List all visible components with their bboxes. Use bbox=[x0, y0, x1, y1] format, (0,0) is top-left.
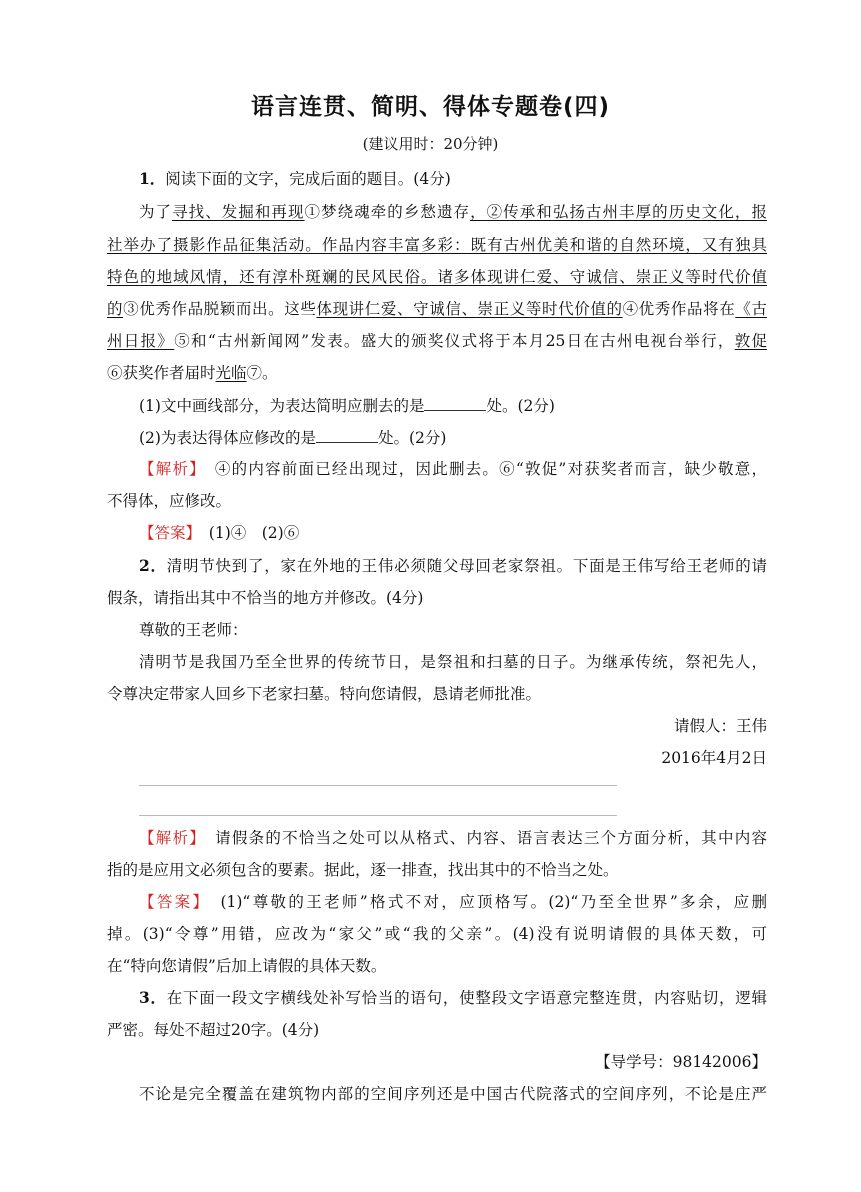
q1-passage-line-1 bbox=[139, 203, 767, 221]
q2-answer-text: (1)“尊敬的王老师”格式不对，应顶格写。(2)“乃至全世界”多余，应删 bbox=[220, 893, 767, 911]
q2-date: 2016年4月2日 bbox=[661, 749, 767, 767]
q2-analysis-line-1 bbox=[139, 829, 767, 847]
q1-text: ③优秀作品脱颖而出。这些 bbox=[123, 300, 317, 318]
q1-number: 1． bbox=[139, 169, 166, 188]
q2-analysis-text: 请假条的不恰当之处可以从格式、内容、语言表达三个方面分析，其中内容 bbox=[215, 829, 767, 847]
q2-answer-line-3: 在“特向您请假”后加上请假的具体天数。 bbox=[107, 957, 387, 975]
q2-stem-line-2: 假条，请指出其中不恰当的地方并修改。(4分) bbox=[107, 589, 424, 607]
q1-stem-text: 阅读下面的文字，完成后面的题目。(4分) bbox=[165, 170, 451, 188]
q1-analysis-line-1 bbox=[139, 460, 767, 478]
q2-number: 2． bbox=[139, 556, 167, 575]
q3-body-line-1: 不论是完全覆盖在建筑物内部的空间序列还是中国古代院落式的空间序列，不论是庄严 bbox=[139, 1085, 767, 1103]
q1-analysis-text: ④的内容前面已经出现过，因此删去。⑥“敦促”对获奖者而言，缺少敬意， bbox=[214, 460, 767, 478]
q1-subquestion-1 bbox=[139, 396, 767, 415]
answer-line[interactable] bbox=[139, 815, 617, 816]
q1-text: ⑦。 bbox=[246, 364, 278, 382]
q1-passage-line-4 bbox=[107, 300, 767, 318]
q1-passage-line-3: 特色的地域风情，还有淳朴斑斓的民风民俗。诸多体现讲仁爱、守诚信、崇正义等时代价值 bbox=[107, 268, 767, 286]
answer-blank[interactable] bbox=[424, 396, 486, 411]
q1-underlined: 的 bbox=[107, 300, 124, 318]
q1-passage-line-6 bbox=[107, 364, 767, 382]
q3-stem-text: 在下面一段文字横线处补写恰当的语句，使整段文字语意完整连贯，内容贴切，逻辑 bbox=[166, 989, 767, 1007]
q1-text: ①梦绕魂牵的乡愁遗存 bbox=[304, 203, 471, 221]
q1-text: ④优秀作品将在 bbox=[622, 300, 736, 318]
q1-answer bbox=[139, 524, 767, 542]
answer-tag: 【答案】 bbox=[139, 524, 194, 542]
q1-underlined: 寻找、发掘和再现 bbox=[172, 203, 305, 221]
q2-signer: 请假人：王伟 bbox=[673, 717, 767, 735]
q2-body-line-2: 令尊决定带家人回乡下老家扫墓。特向您请假，恳请老师批准。 bbox=[107, 685, 542, 703]
q2-greeting: 尊敬的王老师： bbox=[139, 621, 248, 639]
analysis-tag: 【解析】 bbox=[139, 460, 199, 478]
q1-underlined: 州日报》 bbox=[107, 332, 175, 350]
q1-text: 为了 bbox=[139, 203, 173, 221]
q1-text: ⑥获奖作者届时 bbox=[107, 364, 216, 382]
q1-sub1-text: (1)文中画线部分，为表达简明应删去的是 bbox=[139, 397, 425, 415]
q1-sub1-points: 处。(2分) bbox=[486, 397, 555, 415]
q1-answer-text: (1)④ (2)⑥ bbox=[208, 524, 300, 542]
q1-subquestion-2 bbox=[139, 428, 767, 447]
q1-underlined: 体现讲仁爱、守诚信、崇正义等时代价值的 bbox=[316, 300, 623, 318]
q1-passage-line-5 bbox=[107, 332, 767, 350]
q2-answer-line-1 bbox=[139, 893, 767, 911]
q1-underlined: 敦促 bbox=[734, 332, 767, 350]
answer-line[interactable] bbox=[139, 785, 617, 786]
q1-sub2-points: 处。(2分) bbox=[377, 429, 447, 447]
q2-body-line-1: 清明节是我国乃至全世界的传统节日，是祭祖和扫墓的日子。为继承传统，祭祀先人， bbox=[139, 653, 767, 671]
q3-stem-line-1 bbox=[139, 989, 767, 1007]
q1-underlined: ，②传承和弘扬古州丰厚的历史文化，报 bbox=[470, 203, 767, 221]
answer-tag: 【答案】 bbox=[139, 893, 203, 911]
q2-stem-text: 清明节快到了，家在外地的王伟必须随父母回老家祭祖。下面是王伟写给王老师的请 bbox=[166, 557, 767, 575]
q1-text: ⑤和“古州新闻网”发表。盛大的颁奖仪式将于本月25日在古州电视台举行， bbox=[174, 332, 735, 350]
q3-number: 3． bbox=[139, 988, 167, 1007]
q3-stem-line-2: 严密。每处不超过20字。(4分) bbox=[107, 1021, 320, 1039]
q1-sub2-text: (2)为表达得体应修改的是 bbox=[139, 429, 316, 447]
q1-analysis-line-2: 不得体，应修改。 bbox=[107, 492, 232, 510]
q1-underlined: 《古 bbox=[735, 300, 767, 318]
suggested-time: (建议用时：20分钟) bbox=[362, 135, 499, 153]
q1-passage-line-2: 社举办了摄影作品征集活动。作品内容丰富多彩：既有古州优美和谐的自然环境，又有独具 bbox=[107, 236, 767, 254]
q2-analysis-line-2: 指的是应用文必须包含的要素。据此，逐一排查，找出其中的不恰当之处。 bbox=[107, 861, 619, 879]
guide-number: 【导学号：98142006】 bbox=[595, 1053, 767, 1071]
q2-stem-line-1 bbox=[139, 557, 767, 575]
page-title: 语言连贯、简明、得体专题卷(四) bbox=[250, 94, 611, 120]
q1-stem bbox=[139, 170, 767, 188]
q2-answer-line-2: 掉。(3)“令尊”用错，应改为“家父”或“我的父亲”。(4)没有说明请假的具体天数，可 bbox=[107, 925, 767, 943]
answer-blank[interactable] bbox=[316, 428, 378, 443]
analysis-tag: 【解析】 bbox=[139, 829, 199, 847]
q1-underlined: 光临 bbox=[215, 364, 247, 382]
